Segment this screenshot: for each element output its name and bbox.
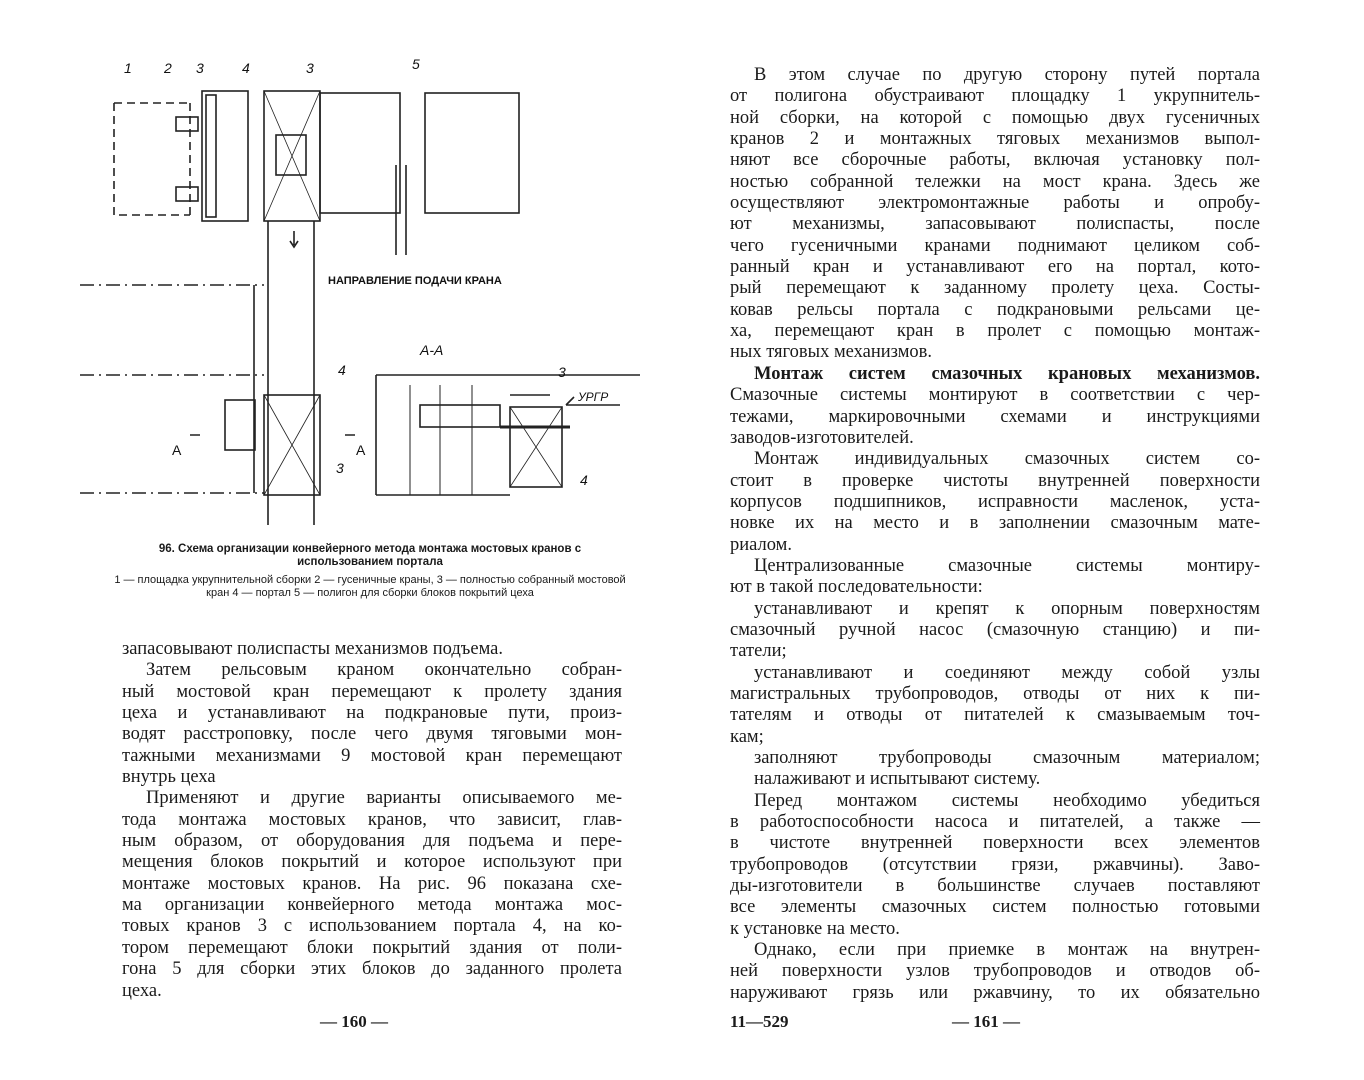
text-line: ный мостовой кран перемещают к пролету здания <box>122 681 622 702</box>
text-line: ней поверхности узлов трубопроводов и отводов об- <box>730 961 1260 982</box>
text-line: ностью собранной тележки на мост крана. Здесь же <box>730 171 1260 192</box>
text-line: рый перемещают к заданному пролету цеха. Состы- <box>730 278 1260 299</box>
text-line: товых кранов 3 с использованием портала 4, на ко- <box>122 916 622 937</box>
text-line: няют все сборочные работы, включая установку пол- <box>730 150 1260 171</box>
text-line: тором перемещают блоки покрытий здания от поли- <box>122 937 622 958</box>
text-line: Перед монтажом системы необходимо убедиться <box>754 790 1260 811</box>
text-line: тажными механизмами 9 мостовой кран перемещают <box>122 745 622 766</box>
label-2: 2 <box>164 60 172 76</box>
text-line: все элементы смазочных систем полностью готовыми <box>730 897 1260 918</box>
text-line: ной сборки, на которой с помощью двух гусеничных <box>730 107 1260 128</box>
text-line: ковав рельсы портала с подкрановыми рельсами це- <box>730 299 1260 320</box>
text-line: тателям и отводы от питателей к смазываемым точ- <box>730 705 1260 726</box>
text-line: монтаже мостовых кранов. На рис. 96 показана схе- <box>122 873 622 894</box>
text-line: запасовывают полиспасты механизмов подъема. <box>122 639 503 659</box>
text-line: Применяют и другие варианты описываемого ме- <box>146 788 622 809</box>
label-a-right: А <box>356 442 366 458</box>
label-3: 3 <box>196 60 204 76</box>
text-line: ют механизмы, запасовывают полиспасты, после <box>730 214 1260 235</box>
label-1: 1 <box>124 60 132 76</box>
text-line: заводов-изготовителей. <box>730 427 914 448</box>
text-line: внутрь цеха <box>122 767 216 788</box>
text-line: тежами, маркировочными схемами и инструкциями <box>730 406 1260 427</box>
label-4: 4 <box>242 60 250 76</box>
text-line: новке их на место и в заполнении смазочным мате- <box>730 513 1260 534</box>
text-line: в чистоте внутренней поверхности всех элементов <box>730 833 1260 854</box>
text-line: от полигона обустраивают площадку 1 укрупнитель- <box>730 86 1260 107</box>
text-line: водят расстроповку, после чего двумя тяговыми мон- <box>122 724 622 745</box>
text-line: осуществляют электромонтажные работы и опробу- <box>730 193 1260 214</box>
label-3-bottom: 3 <box>336 460 344 476</box>
text-line: магистральных трубопроводов, отводы от них к пи- <box>730 683 1260 704</box>
label-5: 5 <box>412 56 420 72</box>
label-direction: НАПРАВЛЕНИЕ ПОДАЧИ КРАНА <box>328 275 502 287</box>
text-line: Централизованные смазочные системы монтиру- <box>754 555 1260 576</box>
text-line: цеха. <box>122 980 162 1001</box>
text-line: ды-изготовители в большинстве случаев поставляют <box>730 876 1260 897</box>
label-4-section: 4 <box>580 472 588 488</box>
text-line: цеха и устанавливают на подкрановые пути, произ- <box>122 703 622 724</box>
text-line: устанавливают и крепят к опорным поверхностям <box>754 598 1260 619</box>
text-line: мещения блоков покрытий и которое используют при <box>122 852 622 873</box>
text-line: налаживают и испытывают систему. <box>754 769 1041 790</box>
text-line: стоит в проверке чистоты внутренней поверхности <box>730 470 1260 491</box>
page-number-left: — 160 — <box>320 1012 388 1031</box>
text-line: ма организации конвейерного метода монтажа мос- <box>122 895 622 916</box>
label-3b: 3 <box>306 60 314 76</box>
text-line: Смазочные системы монтируют в соответствии с чер- <box>730 385 1260 406</box>
text-line: устанавливают и соединяют между собой узлы <box>754 662 1260 683</box>
text-line: корпусов подшипников, исправности масленок, уста- <box>730 491 1260 512</box>
figure-caption-title: 96. Схема организации конвейерного метода монтажа мостовых кранов с использованием портала <box>158 543 582 568</box>
text-line: Однако, если при приемке в монтаж на внутрен- <box>754 940 1260 961</box>
label-4-bottom: 4 <box>338 362 346 378</box>
page-number-right: — 161 — <box>952 1012 1020 1031</box>
text-line: Затем рельсовым краном окончательно собран- <box>146 660 622 681</box>
text-line: риалом. <box>730 534 792 555</box>
text-line: В этом случае по другую сторону путей портала <box>754 65 1260 85</box>
label-a-left: А <box>172 442 182 458</box>
text-line: татели; <box>730 641 787 662</box>
text-line: ных тяговых механизмов. <box>730 342 933 363</box>
text-line: кам; <box>730 726 764 747</box>
text-line: тода монтажа мостовых кранов, что зависит, глав- <box>122 809 622 830</box>
text-line: заполняют трубопроводы смазочным материалом; <box>754 748 1260 768</box>
text-line: наруживают грязь или ржавчину, то их обязательно <box>730 982 1260 1003</box>
right-page-text <box>730 65 1260 1004</box>
text-line: трубопроводов (отсутствии грязи, ржавчины). Заво- <box>730 854 1260 875</box>
figure-96-diagram <box>80 55 640 535</box>
text-line: ранный кран и устанавливают его на портал, кото- <box>730 257 1260 278</box>
left-page-text <box>122 639 622 1002</box>
label-3-section: 3 <box>558 364 566 380</box>
text-line: чего гусеничными кранами поднимают целиком соб- <box>730 235 1260 256</box>
text-line: кранов 2 и монтажных тяговых механизмов выпол- <box>730 129 1260 150</box>
figure-caption-legend: 1 — площадка укрупнительной сборки 2 — гусеничные краны, 3 — полностью собранный мостовой кран 4 — портал 5 — полигон для сборки блоков покрытий цеха <box>114 574 626 599</box>
text-line: в работоспособности насоса и питателей, а также — <box>730 812 1260 833</box>
text-line: ха, перемещают кран в пролет с помощью монтаж- <box>730 321 1260 342</box>
text-line: гона 5 для сборки этих блоков до заданного пролета <box>122 959 622 980</box>
text-line: к установке на место. <box>730 918 900 939</box>
label-urgr: УРГР <box>578 390 609 404</box>
text-line: Монтаж систем смазочных крановых механизмов. <box>754 363 1260 384</box>
text-line: ным образом, от оборудования для подъема и пере- <box>122 831 622 852</box>
label-section: А-А <box>420 342 444 358</box>
text-line: ют в такой последовательности: <box>730 577 983 598</box>
text-line: Монтаж индивидуальных смазочных систем со- <box>754 449 1260 470</box>
text-line: смазочный ручной насос (смазочную станцию) и пи- <box>730 619 1260 640</box>
signature-mark: 11—529 <box>730 1012 789 1031</box>
